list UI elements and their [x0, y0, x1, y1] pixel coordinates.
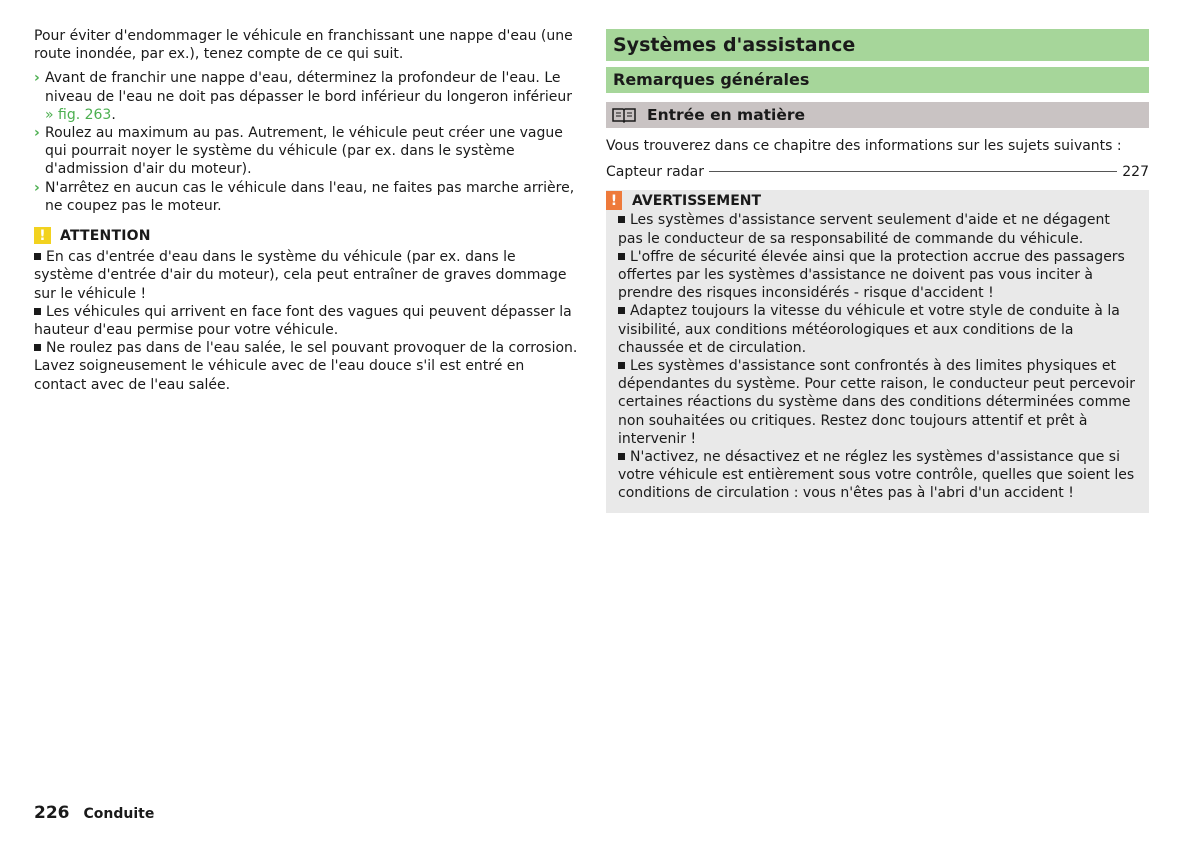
- list-item-text: N'arrêtez en aucun cas le véhicule dans l'eau, ne faites pas marche arrière, ne coupez pas le moteur.: [45, 179, 575, 214]
- list-item: [34, 69, 578, 124]
- intro-paragraph: Pour éviter d'endommager le véhicule en franchissant une nappe d'eau (une route inondée, par ex.), tenez compte de ce qui suit.: [34, 28, 573, 63]
- warning-item-text: Les systèmes d'assistance sont confrontés à des limites physiques et dépendantes du système. Pour cette raison, le conducteur peut percevoir certaines réactions du système dans des conditions déterminées comme non souhaitées ou critiques. Restez donc toujours attentif et prêt à intervenir !: [618, 358, 1135, 447]
- list-item: [34, 179, 578, 215]
- list-item: [34, 124, 578, 179]
- attention-item-text: En cas d'entrée d'eau dans le système du véhicule (par ex. dans le système d'entrée d'air du moteur), cela peut entraîner de graves dommage sur le véhicule !: [34, 249, 567, 302]
- warning-title: AVERTISSEMENT: [632, 192, 762, 209]
- warning-item: [618, 211, 1137, 247]
- warning-item: [618, 302, 1137, 357]
- chevron-right-icon: ›: [34, 179, 40, 196]
- toc-entry[interactable]: [606, 163, 1149, 181]
- page-number: 226: [34, 803, 70, 823]
- figure-link[interactable]: » fig. 263: [45, 106, 112, 123]
- open-book-icon: [612, 107, 636, 123]
- list-item-text: Avant de franchir une nappe d'eau, déterminez la profondeur de l'eau. Le niveau de l'eau ne doit pas dépasser le bord inférieur du longeron inférieur: [45, 70, 573, 105]
- square-bullet-icon: [618, 453, 625, 460]
- intro-heading: [606, 102, 1149, 128]
- bullet-list: [34, 69, 578, 215]
- attention-title: ATTENTION: [60, 228, 151, 245]
- attention-header: [34, 227, 578, 245]
- square-bullet-icon: [618, 307, 625, 314]
- warning-header: [606, 190, 1137, 210]
- attention-item: [34, 303, 578, 339]
- warning-item: [618, 357, 1137, 448]
- chevron-right-icon: ›: [34, 125, 40, 142]
- warning-item: [618, 448, 1137, 503]
- intro-heading-text: Entrée en matière: [647, 105, 806, 124]
- square-bullet-icon: [618, 253, 625, 260]
- attention-body: [34, 248, 578, 394]
- square-bullet-icon: [34, 253, 41, 260]
- toc-entry-page[interactable]: 227: [1122, 164, 1149, 181]
- toc-leader-line: [709, 171, 1117, 172]
- section-name: Conduite: [83, 806, 155, 822]
- right-column: [606, 29, 1149, 513]
- section-title: Systèmes d'assistance: [606, 29, 1149, 61]
- attention-item: [34, 339, 578, 394]
- warning-item: [618, 248, 1137, 303]
- warning-block: [606, 190, 1149, 512]
- attention-icon: !: [34, 227, 51, 244]
- warning-item-text: Adaptez toujours la vitesse du véhicule et votre style de conduite à la visibilité, aux conditions météorologiques et aux conditions de la chaussée et de circulation.: [618, 303, 1120, 356]
- square-bullet-icon: [618, 216, 625, 223]
- square-bullet-icon: [618, 362, 625, 369]
- list-item-suffix: .: [111, 106, 116, 123]
- toc-entry-label[interactable]: Capteur radar: [606, 164, 704, 181]
- chapter-intro-text: Vous trouverez dans ce chapitre des informations sur les sujets suivants :: [606, 138, 1122, 154]
- warning-item-text: L'offre de sécurité élevée ainsi que la protection accrue des passagers offertes par les systèmes d'assistance ne doivent pas vous inciter à prendre des risques inconsidérés - risque d'accident !: [618, 248, 1125, 302]
- list-item-text: Roulez au maximum au pas. Autrement, le véhicule peut créer une vague qui pourrait noyer le système du véhicule (par ex. dans le système d'admission d'air du moteur).: [45, 125, 563, 178]
- attention-item: [34, 248, 578, 303]
- attention-item-text: Ne roulez pas dans de l'eau salée, le sel pouvant provoquer de la corrosion. Lavez soigneusement le véhicule avec de l'eau douce s'il est entré en contact avec de l'eau salée.: [34, 340, 578, 393]
- warning-item-text: N'activez, ne désactivez et ne réglez les systèmes d'assistance que si votre véhicule est entièrement sous votre contrôle, quelles que soient les conditions de circulation : vous n'êtes pas à l'abri d'un accident !: [618, 449, 1135, 502]
- attention-block: [34, 227, 578, 394]
- page-footer: [34, 804, 154, 823]
- subsection-title: Remarques générales: [606, 67, 1149, 93]
- warning-item-text: Les systèmes d'assistance servent seulement d'aide et ne dégagent pas le conducteur de sa responsabilité de commande du véhicule.: [618, 212, 1110, 247]
- chevron-right-icon: ›: [34, 70, 40, 87]
- left-column: [34, 27, 578, 394]
- attention-item-text: Les véhicules qui arrivent en face font des vagues qui peuvent dépasser la hauteur d'eau permise pour votre véhicule.: [34, 303, 572, 339]
- warning-icon: !: [606, 191, 622, 210]
- square-bullet-icon: [34, 344, 41, 351]
- square-bullet-icon: [34, 308, 41, 315]
- warning-body: [606, 211, 1137, 502]
